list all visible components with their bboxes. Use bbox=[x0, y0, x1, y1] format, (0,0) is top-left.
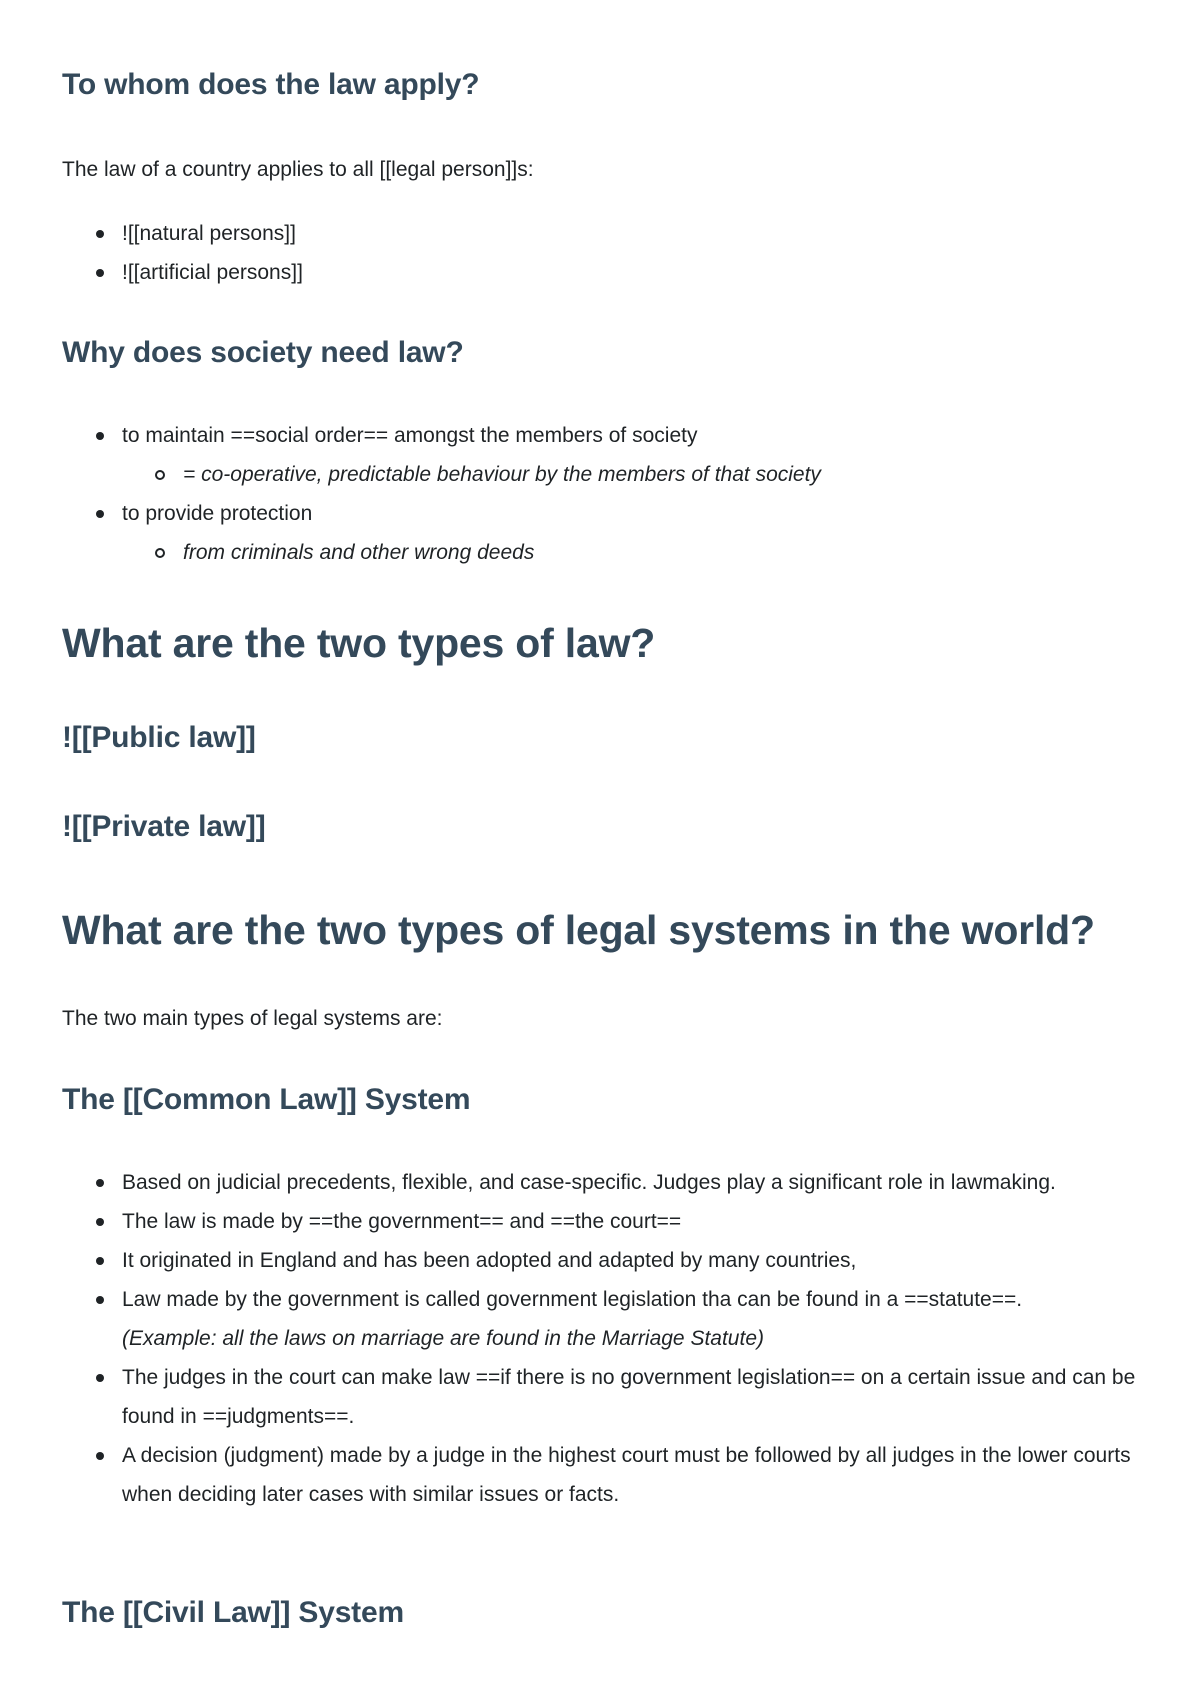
sub-list-item: from criminals and other wrong deeds bbox=[62, 533, 1142, 572]
list-legal-persons bbox=[62, 214, 1142, 292]
paragraph-legal-systems-intro: The two main types of legal systems are: bbox=[62, 1007, 443, 1030]
heading-legal-systems: What are the two types of legal systems in the world? bbox=[62, 907, 1095, 953]
list-item bbox=[62, 1280, 1142, 1358]
list-item: The law is made by ==the government== and ==the court== bbox=[62, 1202, 1142, 1241]
list-item: A decision (judgment) made by a judge in the highest court must be followed by all judges in the lower courts when deciding later cases with similar issues or facts. bbox=[62, 1436, 1142, 1514]
example-text: (Example: all the laws on marriage are found in the Marriage Statute) bbox=[122, 1327, 764, 1350]
heading-why-law: Why does society need law? bbox=[62, 336, 464, 369]
heading-civil-law-system: The [[Civil Law]] System bbox=[62, 1596, 404, 1629]
heading-to-whom: To whom does the law apply? bbox=[62, 68, 480, 101]
list-item-text: Based on judicial precedents, flexible, and case-specific. Judges play a significant role in lawmaking. bbox=[122, 1171, 1056, 1194]
list-item: The judges in the court can make law ==if there is no government legislation== on a certain issue and can be found in ==judgments==. bbox=[62, 1358, 1142, 1436]
list-item: to provide protection bbox=[62, 494, 1142, 533]
sub-list-item: = co-operative, predictable behaviour by the members of that society bbox=[62, 455, 1142, 494]
list-item: ![[natural persons]] bbox=[62, 214, 1142, 253]
list-why-law bbox=[62, 416, 1142, 572]
paragraph-whom-intro: The law of a country applies to all [[legal person]]s: bbox=[62, 158, 534, 181]
heading-private-law: ![[Private law]] bbox=[62, 810, 266, 843]
list-item bbox=[62, 1163, 1142, 1202]
heading-two-types-of-law: What are the two types of law? bbox=[62, 620, 656, 666]
heading-public-law: ![[Public law]] bbox=[62, 721, 256, 754]
heading-common-law-system: The [[Common Law]] System bbox=[62, 1083, 471, 1116]
list-item: to maintain ==social order== amongst the members of society bbox=[62, 416, 1142, 455]
list-common-law bbox=[62, 1163, 1142, 1514]
list-item-text: Law made by the government is called government legislation tha can be found in a ==statute==. bbox=[122, 1288, 1023, 1311]
list-item: It originated in England and has been adopted and adapted by many countries, bbox=[62, 1241, 1142, 1280]
list-item: ![[artificial persons]] bbox=[62, 253, 1142, 292]
